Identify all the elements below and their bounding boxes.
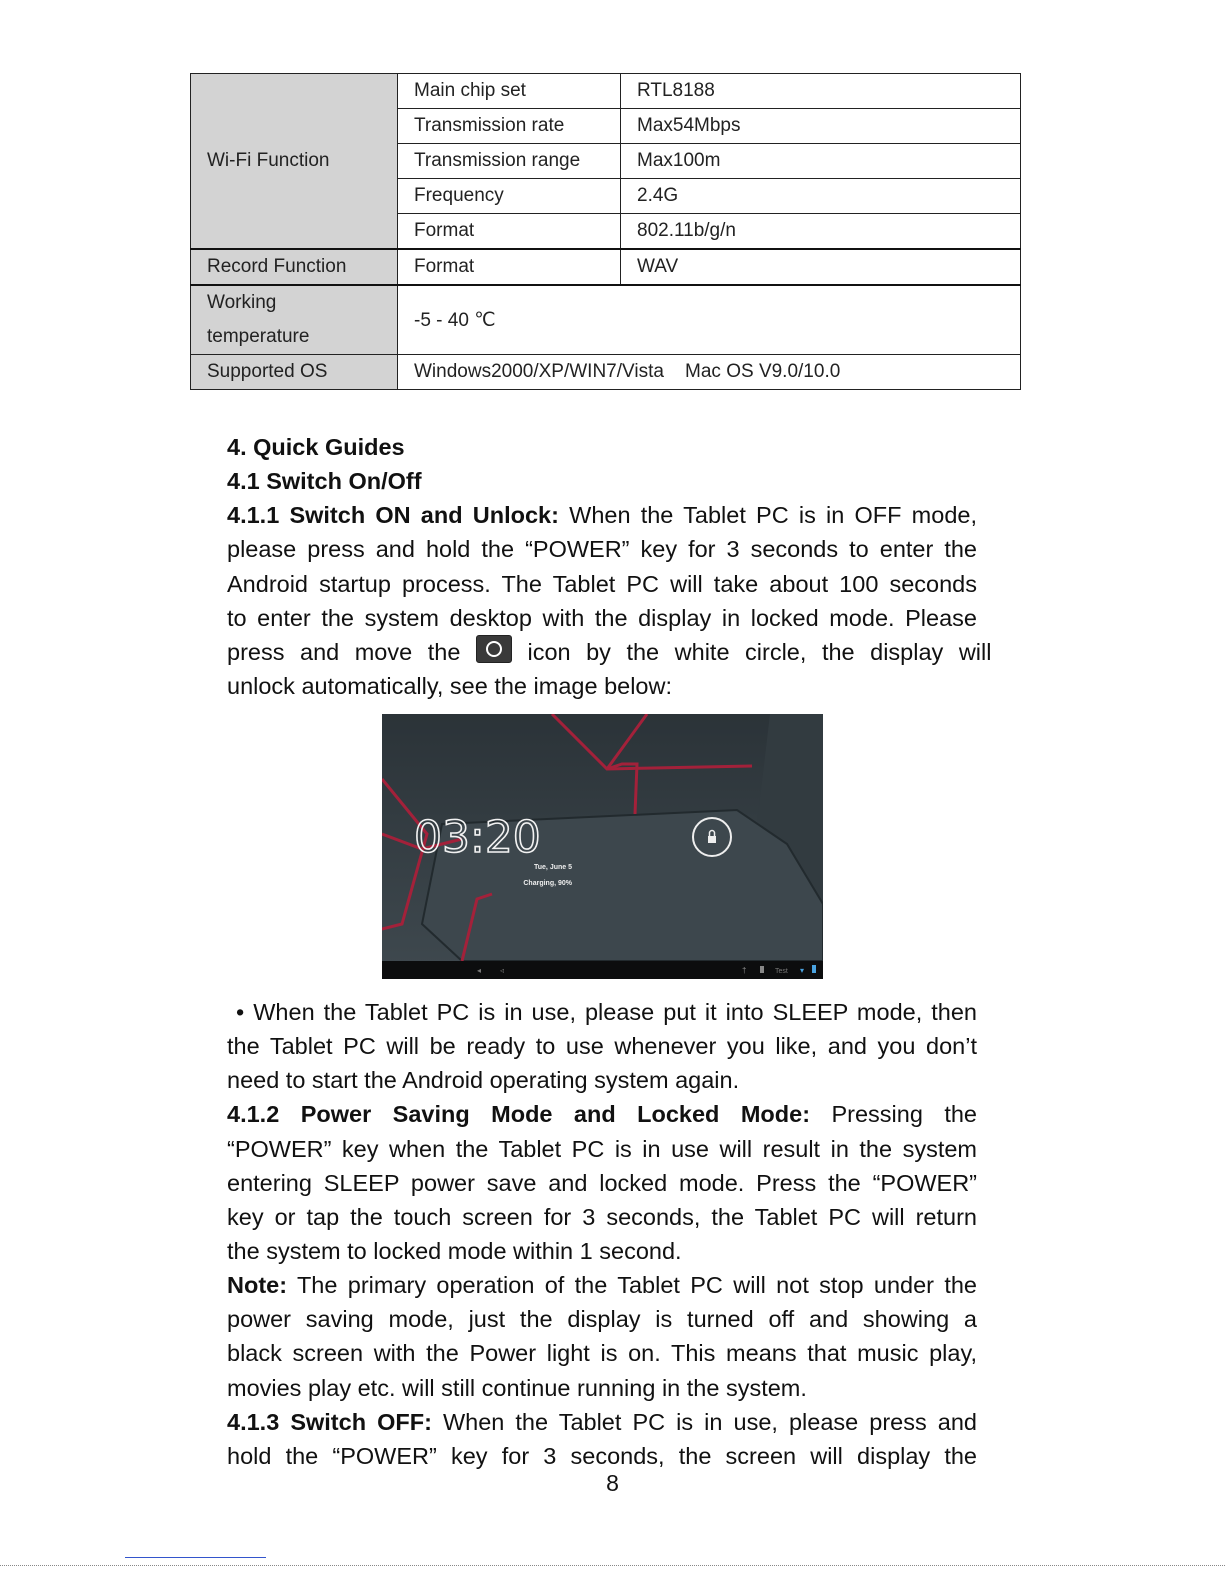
text-line: need to start the Android operating system again. xyxy=(227,1067,740,1094)
text-line: hold the “POWER” key for 3 seconds, the screen will display the xyxy=(227,1442,977,1469)
text-line: power saving mode, just the display is turned off and showing a xyxy=(227,1306,977,1333)
footer-link-underline xyxy=(125,1557,266,1558)
heading: 4. Quick Guides xyxy=(227,434,405,460)
text-line: 4.1.1 Switch ON and Unlock: When the Tablet PC is in OFF mode, xyxy=(227,502,977,529)
status-text: Test xyxy=(775,968,788,975)
row-value: -5 - 40 ℃ xyxy=(398,285,1021,355)
row-value: Max100m xyxy=(621,144,1021,179)
clock-time: 03:20 xyxy=(414,812,541,863)
table-row xyxy=(191,355,1021,390)
row-value: 802.11b/g/n xyxy=(621,214,1021,250)
row-value: RTL8188 xyxy=(621,74,1021,109)
wifi-label: Wi-Fi Function xyxy=(191,74,398,250)
page-number: 8 xyxy=(606,1470,619,1496)
text-line: entering SLEEP power save and locked mode. Press the “POWER” xyxy=(227,1169,977,1196)
row-name: Format xyxy=(398,214,621,250)
charging-status: Charging, 90% xyxy=(523,880,572,887)
row-value: 2.4G xyxy=(621,179,1021,214)
wifi-icon: ▾ xyxy=(800,966,805,975)
text-line: Note: The primary operation of the Tablet PC will not stop under the xyxy=(227,1272,977,1299)
text-line: press and move the icon by the white circle, the display will xyxy=(227,635,977,669)
table-row xyxy=(191,74,1021,109)
spec-table xyxy=(190,73,1021,390)
row-value: Max54Mbps xyxy=(621,109,1021,144)
section-quick-guides xyxy=(227,430,992,703)
system-bar xyxy=(382,961,823,979)
row-value: Windows2000/XP/WIN7/Vista Mac OS V9.0/10.0 xyxy=(398,355,1021,390)
home-icon[interactable]: ◃ xyxy=(500,966,505,975)
subheading: 4.1 Switch On/Off xyxy=(227,468,422,495)
battery-icon xyxy=(812,965,816,973)
label-line: temperature xyxy=(207,326,310,347)
clock-date: Tue, June 5 xyxy=(534,864,572,871)
text-line: the Tablet PC will be ready to use whenever you like, and you don’t xyxy=(227,1033,977,1060)
text-line: unlock automatically, see the image below: xyxy=(227,672,672,699)
temperature-label xyxy=(191,285,398,355)
text-line: the system to locked mode within 1 second. xyxy=(227,1237,682,1264)
record-label: Record Function xyxy=(191,249,398,285)
text-line: movies play etc. will still continue running in the system. xyxy=(227,1374,807,1401)
footer-divider xyxy=(0,1565,1225,1566)
row-name: Frequency xyxy=(398,179,621,214)
section-usage xyxy=(227,995,977,1473)
row-name: Transmission range xyxy=(398,144,621,179)
os-label: Supported OS xyxy=(191,355,398,390)
text-line: 4.1.2 Power Saving Mode and Locked Mode: Pressing the xyxy=(227,1101,977,1128)
lockscreen-image xyxy=(382,714,823,979)
row-name: Format xyxy=(398,249,621,285)
text-line: please press and hold the “POWER” key for 3 seconds to enter the xyxy=(227,536,977,563)
row-name: Main chip set xyxy=(398,74,621,109)
text-line: 4.1.3 Switch OFF: When the Tablet PC is in use, please press and xyxy=(227,1408,977,1435)
table-row xyxy=(191,285,1021,355)
row-value: WAV xyxy=(621,249,1021,285)
text-line: to enter the system desktop with the display in locked mode. Please xyxy=(227,604,977,631)
unlock-icon xyxy=(476,635,512,663)
label-line: Working xyxy=(207,292,277,313)
text-line: Android startup process. The Tablet PC will take about 100 seconds xyxy=(227,570,977,597)
text-line: “POWER” key when the Tablet PC is in use will result in the system xyxy=(227,1135,977,1162)
usb-icon: † xyxy=(742,966,747,975)
text-line: key or tap the touch screen for 3 seconds, the Tablet PC will return xyxy=(227,1203,977,1230)
text-line: • When the Tablet PC is in use, please put it into SLEEP mode, then xyxy=(227,999,977,1025)
text-line: black screen with the Power light is on. This means that music play, xyxy=(227,1340,977,1367)
row-name: Transmission rate xyxy=(398,109,621,144)
sd-icon xyxy=(760,966,764,973)
table-row xyxy=(191,249,1021,285)
back-icon[interactable]: ◂ xyxy=(477,966,482,975)
